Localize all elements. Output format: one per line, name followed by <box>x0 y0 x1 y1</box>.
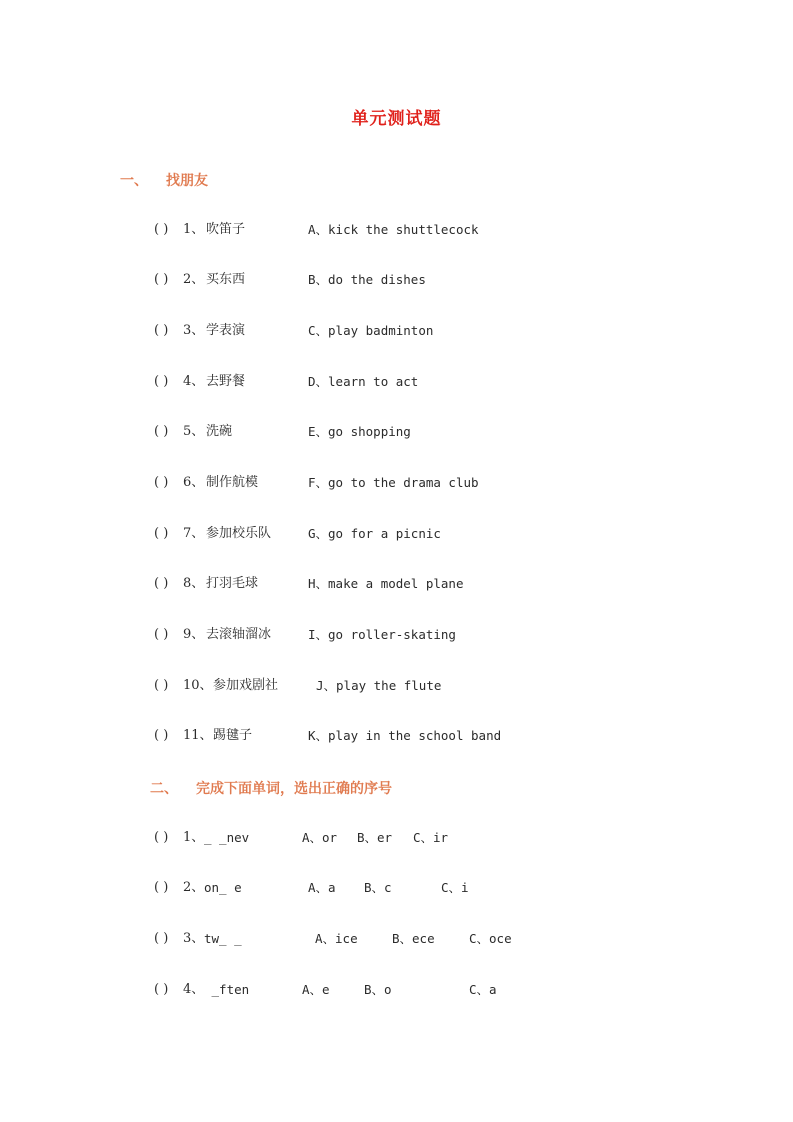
option-b: B、c <box>364 880 392 895</box>
chinese-phrase: 参加校乐队 <box>206 526 272 541</box>
item-number: 11、 <box>183 728 213 743</box>
english-option: I、go roller-skating <box>308 627 456 642</box>
chinese-phrase: 学表演 <box>206 323 246 338</box>
option-b: B、o <box>364 982 392 997</box>
english-option: A、kick the shuttlecock <box>308 222 479 237</box>
answer-paren: ( ) <box>154 526 169 541</box>
option-b: B、er <box>357 830 393 845</box>
spelling-row <box>0 878 793 898</box>
chinese-phrase: 制作航模 <box>206 475 259 490</box>
incomplete-word: on_ e <box>204 880 242 895</box>
option-a: A、e <box>302 982 330 997</box>
answer-paren: ( ) <box>154 678 169 693</box>
item-number: 4、 <box>183 982 205 997</box>
item-number: 1、 <box>183 222 205 237</box>
spelling-row <box>0 980 793 1000</box>
match-row <box>0 220 793 240</box>
match-row <box>0 270 793 290</box>
page-title: 单元测试题 <box>351 109 442 129</box>
option-a: A、a <box>308 880 336 895</box>
section-2-heading <box>150 778 392 798</box>
answer-paren: ( ) <box>154 323 169 338</box>
item-number: 1、 <box>183 830 205 845</box>
match-row <box>0 372 793 392</box>
option-c: C、a <box>469 982 497 997</box>
match-row <box>0 726 793 746</box>
section-1-heading <box>120 170 208 190</box>
item-number: 6、 <box>183 475 205 490</box>
answer-paren: ( ) <box>154 475 169 490</box>
match-row <box>0 321 793 341</box>
english-option: D、learn to act <box>308 374 419 389</box>
chinese-phrase: 打羽毛球 <box>206 576 259 591</box>
item-number: 10、 <box>183 678 213 693</box>
spelling-row <box>0 828 793 848</box>
section-2-number: 二、 <box>150 781 178 797</box>
english-option: J、play the flute <box>316 678 442 693</box>
incomplete-word: _ften <box>204 982 250 997</box>
spelling-row <box>0 929 793 949</box>
item-number: 8、 <box>183 576 205 591</box>
answer-paren: ( ) <box>154 931 169 946</box>
incomplete-word: _ _nev <box>204 830 250 845</box>
english-option: E、go shopping <box>308 424 411 439</box>
option-c: C、i <box>441 880 469 895</box>
item-number: 2、 <box>183 880 205 895</box>
match-row <box>0 676 793 696</box>
section-2-title: 完成下面单词，选出正确的序号 <box>196 781 392 797</box>
answer-paren: ( ) <box>154 272 169 287</box>
option-c: C、ir <box>413 830 449 845</box>
option-b: B、ece <box>392 931 435 946</box>
answer-paren: ( ) <box>154 627 169 642</box>
chinese-phrase: 吹笛子 <box>206 222 246 237</box>
answer-paren: ( ) <box>154 830 169 845</box>
answer-paren: ( ) <box>154 982 169 997</box>
chinese-phrase: 买东西 <box>206 272 246 287</box>
answer-paren: ( ) <box>154 880 169 895</box>
match-row <box>0 524 793 544</box>
section-1-title: 找朋友 <box>166 173 208 189</box>
item-number: 4、 <box>183 374 205 389</box>
match-row <box>0 625 793 645</box>
option-a: A、ice <box>315 931 358 946</box>
chinese-phrase: 去滚轴溜冰 <box>206 627 272 642</box>
item-number: 9、 <box>183 627 205 642</box>
answer-paren: ( ) <box>154 728 169 743</box>
chinese-phrase: 踢毽子 <box>213 728 253 743</box>
english-option: F、go to the drama club <box>308 475 479 490</box>
item-number: 2、 <box>183 272 205 287</box>
item-number: 7、 <box>183 526 205 541</box>
chinese-phrase: 参加戏剧社 <box>213 678 279 693</box>
answer-paren: ( ) <box>154 424 169 439</box>
english-option: H、make a model plane <box>308 576 464 591</box>
english-option: K、play in the school band <box>308 728 502 743</box>
answer-paren: ( ) <box>154 222 169 237</box>
option-a: A、or <box>302 830 338 845</box>
chinese-phrase: 洗碗 <box>206 424 233 439</box>
english-option: C、play badminton <box>308 323 434 338</box>
incomplete-word: tw_ _ <box>204 931 242 946</box>
chinese-phrase: 去野餐 <box>206 374 246 389</box>
option-c: C、oce <box>469 931 512 946</box>
item-number: 3、 <box>183 931 205 946</box>
english-option: G、go for a picnic <box>308 526 441 541</box>
item-number: 3、 <box>183 323 205 338</box>
answer-paren: ( ) <box>154 576 169 591</box>
match-row <box>0 422 793 442</box>
match-row <box>0 574 793 594</box>
section-1-number: 一、 <box>120 173 148 189</box>
match-row <box>0 473 793 493</box>
english-option: B、do the dishes <box>308 272 426 287</box>
answer-paren: ( ) <box>154 374 169 389</box>
item-number: 5、 <box>183 424 205 439</box>
